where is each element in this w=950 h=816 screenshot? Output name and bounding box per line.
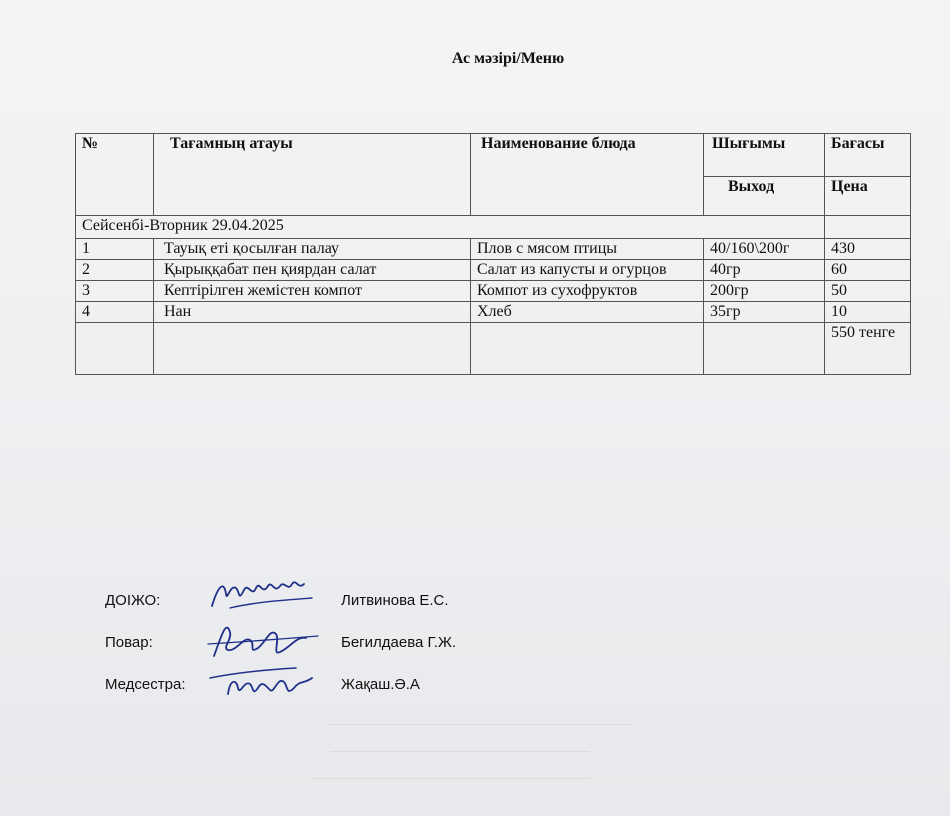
signature-name: Жақаш.Ә.А [341,676,420,693]
signature-role: Повар: [105,634,153,651]
signature-name: Литвинова Е.С. [341,592,449,609]
header-name-kz: Тағамның атауы [154,134,471,216]
total-empty-cell [704,323,825,375]
row-price: 430 [825,239,911,260]
table-row [76,281,911,302]
row-name-kz: Тауық еті қосылған палау [154,239,471,260]
row-name-kz: Қырыққабат пен қиярдан салат [154,260,471,281]
signature-role: ДОІЖО: [105,592,161,609]
header-name-ru: Наименование блюда [471,134,704,216]
document-title: Ас мәзірі/Меню [451,50,565,67]
ghost-line [330,725,590,752]
row-name-ru: Хлеб [471,302,704,323]
day-row [76,216,911,239]
signature-row-director [105,588,625,630]
handwritten-signature-nurse [200,656,330,706]
menu-table [75,133,911,375]
row-price: 60 [825,260,911,281]
bleed-through-shadow [110,706,610,779]
row-price: 10 [825,302,911,323]
row-number: 4 [76,302,154,323]
row-name-ru: Компот из сухофруктов [471,281,704,302]
total-row [76,323,911,375]
row-number: 3 [76,281,154,302]
signature-role: Медсестра: [105,676,186,693]
total-empty-cell [154,323,471,375]
ghost-line [310,752,590,779]
row-name-kz: Кептірілген жемістен компот [154,281,471,302]
header-yield-ru: Выход [704,177,825,216]
total-price: 550 тенге [825,323,911,375]
row-yield: 35гр [704,302,825,323]
signature-block [105,588,625,714]
row-price: 50 [825,281,911,302]
signature-row-cook [105,630,625,672]
header-number: № [76,134,154,216]
day-label: Сейсенбі-Вторник 29.04.2025 [76,216,825,239]
row-yield: 40/160\200г [704,239,825,260]
row-name-kz: Нан [154,302,471,323]
header-yield-kz: Шығымы [704,134,825,177]
header-price-kz: Бағасы [825,134,911,177]
total-empty-cell [471,323,704,375]
table-row [76,260,911,281]
row-number: 1 [76,239,154,260]
signature-name: Бегилдаева Г.Ж. [341,634,457,651]
day-row-empty-cell [825,216,911,239]
table-header-row [76,134,911,177]
row-number: 2 [76,260,154,281]
row-yield: 200гр [704,281,825,302]
table-row [76,302,911,323]
row-name-ru: Салат из капусты и огурцов [471,260,704,281]
header-price-ru: Цена [825,177,911,216]
ghost-line [330,706,630,725]
row-name-ru: Плов с мясом птицы [471,239,704,260]
table-row [76,239,911,260]
total-empty-cell [76,323,154,375]
row-yield: 40гр [704,260,825,281]
